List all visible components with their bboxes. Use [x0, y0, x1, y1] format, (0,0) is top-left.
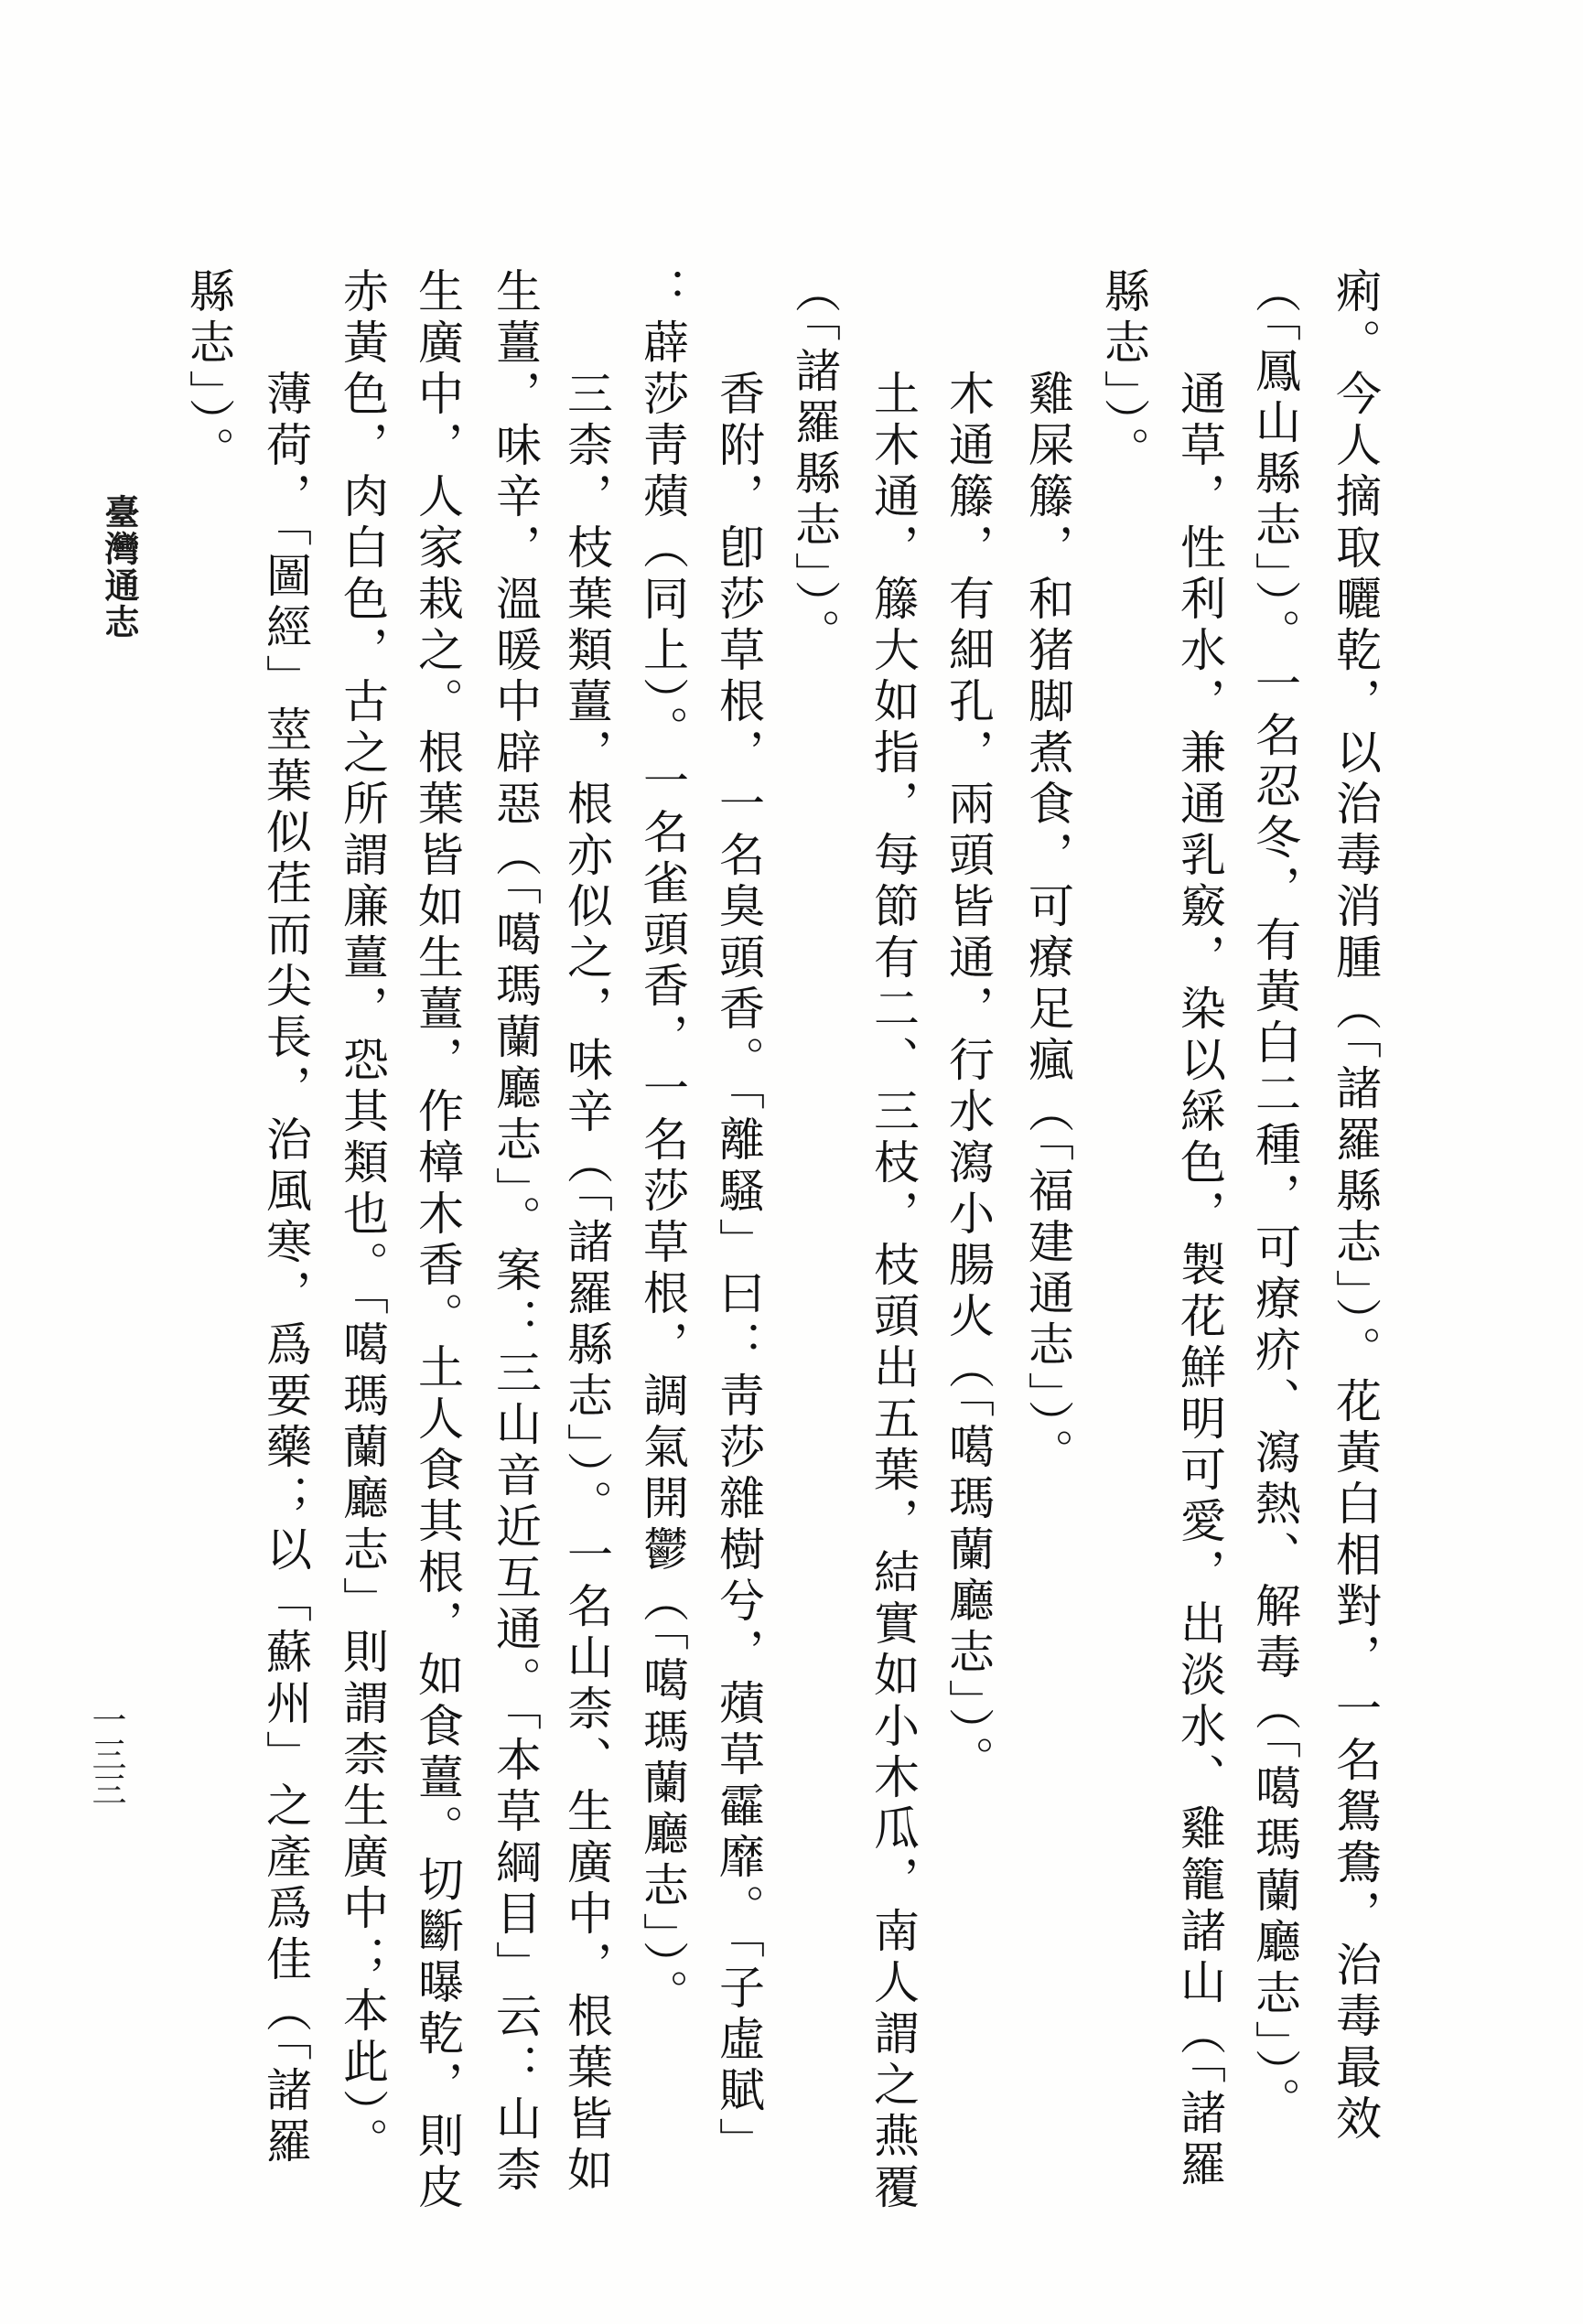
- text-column-10: ：薜莎靑薠（同上）。一名雀頭香，一名莎草根，調氣開鬱（「噶瑪蘭廳志」）。: [637, 267, 688, 2020]
- text-column-13: 生廣中，人家栽之。根葉皆如生薑，作樟木香。土人食其根，如食薑。切斷曝乾，則皮: [412, 267, 463, 2214]
- text-column-8: （「諸羅縣志」）。: [789, 267, 840, 660]
- text-column-15: 薄荷，「圖經」莖葉似荏而尖長，治風寒，爲要藥；以「蘇州」之產爲佳（「諸羅: [260, 370, 311, 2168]
- text-column-11: 三柰，枝葉類薑，根亦似之，味辛（「諸羅縣志」）。一名山柰、生廣中，根葉皆如: [561, 370, 612, 2197]
- page-number: 一三三: [86, 1702, 124, 1806]
- text-column-2: （「鳳山縣志」）。一名忍冬，有黃白二種，可療疥、瀉熱、解毒（「噶瑪蘭廳志」）。: [1249, 267, 1300, 2128]
- text-column-9: 香附，卽莎草根，一名臭頭香。「離騷」曰：靑莎雜樹兮，薠草靃靡。「子虛賦」: [713, 370, 764, 2168]
- text-column-5: 雞屎籐，和猪脚煮食，可療足瘋（「福建通志」）。: [1022, 370, 1073, 1479]
- text-column-1: 痢。今人摘取曬乾，以治毒消腫（「諸羅縣志」）。花黃白相對，一名鴛鴦，治毒最效: [1330, 267, 1381, 2146]
- book-title-margin: 臺灣通志: [99, 494, 137, 640]
- text-column-3: 通草，性利水，兼通乳竅，染以綵色，製花鮮明可愛，出淡水、雞籠諸山（「諸羅: [1174, 370, 1225, 2191]
- text-column-12: 生薑，味辛，溫暖中辟惡（「噶瑪蘭廳志」。案：三山音近互通。「本草綱目」云：山柰: [490, 267, 541, 2197]
- text-column-16: 縣志」）。: [183, 267, 234, 478]
- text-column-14: 赤黃色，肉白色，古之所謂廉薑，恐其類也。「噶瑪蘭廳志」則謂柰生廣中；本此）。: [337, 267, 388, 2168]
- text-column-6: 木通籐，有細孔，兩頭皆通，行水瀉小腸火（「噶瑪蘭廳志」）。: [942, 370, 994, 1787]
- text-column-7: 土木通，籐大如指，每節有二、三枝，枝頭出五葉，結實如小木瓜，南人謂之燕覆: [867, 370, 919, 2214]
- text-column-4: 縣志」）。: [1098, 267, 1149, 478]
